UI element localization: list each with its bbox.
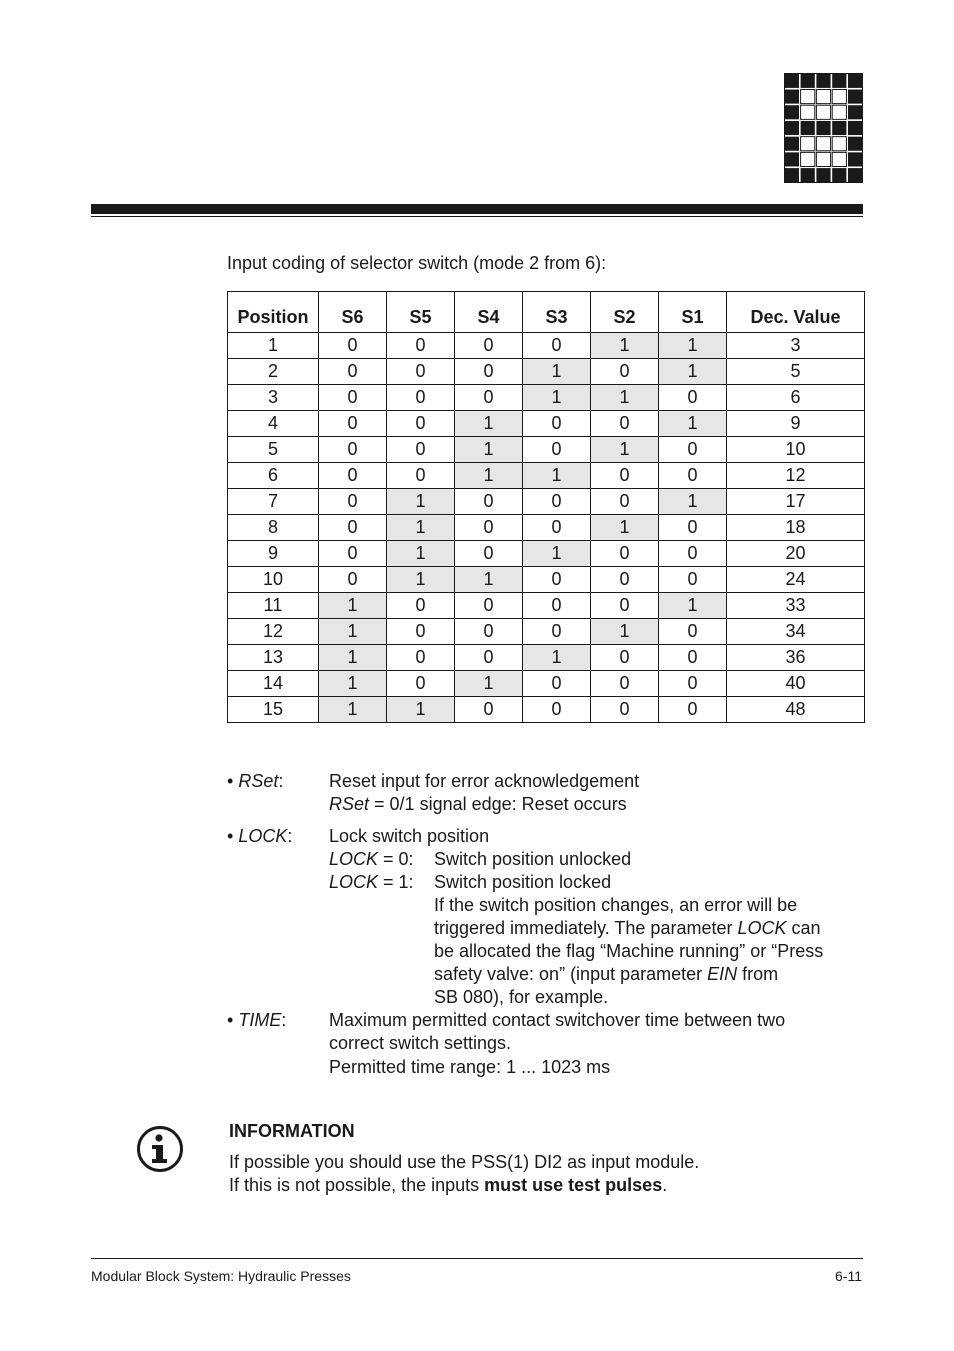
table-cell: 0 [455,489,523,515]
table-cell: 17 [727,489,865,515]
table-cell: 0 [523,333,591,359]
table-cell: 24 [727,567,865,593]
lock-note-line: If the switch position changes, an error will be [434,895,798,915]
table-cell: 6 [228,463,319,489]
table-cell: 0 [387,671,455,697]
table-cell: 0 [319,515,387,541]
table-cell: 1 [387,697,455,723]
table-row [228,645,865,671]
table-cell: 0 [591,489,659,515]
table-cell: 12 [727,463,865,489]
table-cell: 1 [659,411,727,437]
table-cell: 0 [659,697,727,723]
param-lock: • LOCK: Lock switch position [227,826,490,846]
lock-note-line: be allocated the flag “Machine running” or “Press [434,941,824,961]
table-cell: 0 [523,515,591,541]
table-cell: 0 [387,333,455,359]
table-cell: 1 [387,489,455,515]
table-row [228,697,865,723]
company-logo-icon [784,73,863,183]
param-name: TIME [238,1010,282,1030]
table-cell: 5 [228,437,319,463]
param-rset-detail: RSet = 0/1 signal edge: Reset occurs [329,794,627,814]
table-cell: 8 [228,515,319,541]
table-cell: 0 [659,385,727,411]
table-cell: 9 [727,411,865,437]
table-cell: 0 [591,359,659,385]
table-cell: 0 [591,697,659,723]
table-cell: 0 [591,645,659,671]
table-cell: 0 [387,411,455,437]
selector-coding-table [227,291,865,723]
table-cell: 0 [591,567,659,593]
table-cell: 0 [319,411,387,437]
table-cell: 0 [591,541,659,567]
table-cell: 14 [228,671,319,697]
table-cell: 1 [523,645,591,671]
table-cell: 0 [523,411,591,437]
table-cell: 1 [387,515,455,541]
table-cell: 1 [387,567,455,593]
table-cell: 0 [319,541,387,567]
table-cell: 0 [659,671,727,697]
table-header-row [228,292,865,333]
table-cell: 1 [659,359,727,385]
table-intro: Input coding of selector switch (mode 2 from 6): [227,253,607,273]
table-row [228,515,865,541]
table-cell: 0 [455,541,523,567]
table-cell: 1 [455,463,523,489]
table-cell: 1 [523,385,591,411]
table-cell: 34 [727,619,865,645]
lock-option-0: LOCK = 0: Switch position unlocked [329,849,632,869]
bullet: • [227,771,234,791]
table-cell: 18 [727,515,865,541]
table-cell: 0 [659,515,727,541]
footer-rule [91,1258,863,1259]
table-cell: 15 [228,697,319,723]
table-row [228,359,865,385]
table-cell: 0 [387,437,455,463]
table-cell: 0 [319,463,387,489]
table-cell: 0 [387,619,455,645]
table-cell: 4 [228,411,319,437]
table-cell: 2 [228,359,319,385]
table-cell: 1 [659,593,727,619]
param-time-detail: correct switch settings. [329,1033,512,1053]
table-row [228,411,865,437]
table-cell: 0 [659,645,727,671]
param-time-range: Permitted time range: 1 ... 1023 ms [329,1057,611,1077]
table-cell: 1 [319,671,387,697]
table-cell: 10 [727,437,865,463]
table-cell: 0 [319,437,387,463]
table-cell: 0 [455,385,523,411]
table-cell: 1 [455,411,523,437]
table-row [228,593,865,619]
table-cell: 0 [387,359,455,385]
table-cell: 1 [387,541,455,567]
table-cell: 0 [455,593,523,619]
table-cell: 33 [727,593,865,619]
table-cell: 0 [455,333,523,359]
column-header: S1 [659,292,727,333]
table-cell: 0 [659,619,727,645]
column-header: S6 [319,292,387,333]
table-cell: 0 [455,697,523,723]
param-description: Reset input for error acknowledgement [329,771,640,791]
info-title: INFORMATION [229,1121,355,1141]
table-row [228,437,865,463]
table-cell: 0 [319,385,387,411]
table-cell: 20 [727,541,865,567]
table-cell: 1 [319,697,387,723]
table-row [228,541,865,567]
table-cell: 1 [591,385,659,411]
column-header: S4 [455,292,523,333]
info-text-line: If possible you should use the PSS(1) DI2 as input module. [229,1152,700,1172]
table-cell: 0 [319,333,387,359]
table-cell: 0 [387,593,455,619]
param-time: • TIME: Maximum permitted contact switchover time between two [227,1010,786,1030]
table-cell: 0 [319,359,387,385]
table-cell: 1 [591,619,659,645]
param-name: LOCK [238,826,288,846]
table-cell: 13 [228,645,319,671]
table-cell: 1 [455,437,523,463]
table-cell: 1 [523,541,591,567]
param-name: RSet [238,771,279,791]
param-description: Lock switch position [329,826,490,846]
table-cell: 0 [319,489,387,515]
table-cell: 6 [727,385,865,411]
info-icon [136,1125,184,1173]
column-header: S3 [523,292,591,333]
table-row [228,671,865,697]
table-cell: 0 [659,463,727,489]
table-cell: 0 [455,359,523,385]
table-cell: 1 [659,489,727,515]
table-cell: 0 [387,385,455,411]
info-text-line: If this is not possible, the inputs must use test pulses. [229,1175,668,1195]
header-bar [91,204,863,214]
table-cell: 0 [591,671,659,697]
table-cell: 0 [659,567,727,593]
lock-note-line: triggered immediately. The parameter LOCK can [434,918,821,938]
table-cell: 0 [591,411,659,437]
table-cell: 1 [228,333,319,359]
table-row [228,463,865,489]
table-cell: 11 [228,593,319,619]
lock-note-line: SB 080), for example. [434,987,609,1007]
table-cell: 1 [591,437,659,463]
column-header: S5 [387,292,455,333]
table-row [228,619,865,645]
table-cell: 1 [591,515,659,541]
footer-title: Modular Block System: Hydraulic Presses [91,1268,351,1284]
table-cell: 10 [228,567,319,593]
param-description: Maximum permitted contact switchover time between two [329,1010,786,1030]
table-cell: 1 [319,645,387,671]
table-cell: 0 [523,593,591,619]
table-cell: 0 [523,619,591,645]
table-cell: 1 [523,463,591,489]
column-header: S2 [591,292,659,333]
table-cell: 1 [319,619,387,645]
table-cell: 1 [319,593,387,619]
table-cell: 0 [523,671,591,697]
table-cell: 0 [455,515,523,541]
table-row [228,333,865,359]
header-rule [91,216,863,217]
table-row [228,385,865,411]
column-header: Position [228,292,319,333]
table-cell: 0 [455,645,523,671]
table-cell: 12 [228,619,319,645]
lock-option-1: LOCK = 1: Switch position locked [329,872,612,892]
lock-note-line: safety valve: on” (input parameter EIN from [434,964,779,984]
table-cell: 0 [319,567,387,593]
table-cell: 0 [523,437,591,463]
table-cell: 5 [727,359,865,385]
table-cell: 1 [591,333,659,359]
table-cell: 1 [455,567,523,593]
table-cell: 0 [523,489,591,515]
table-cell: 36 [727,645,865,671]
table-cell: 0 [591,593,659,619]
table-cell: 9 [228,541,319,567]
table-cell: 0 [523,567,591,593]
table-cell: 0 [387,645,455,671]
param-rset: • RSet: Reset input for error acknowledgement [227,771,640,791]
table-cell: 7 [228,489,319,515]
table-cell: 0 [659,437,727,463]
table-cell: 1 [659,333,727,359]
table-cell: 1 [523,359,591,385]
column-header: Dec. Value [727,292,865,333]
table-cell: 40 [727,671,865,697]
table-cell: 0 [523,697,591,723]
table-cell: 3 [727,333,865,359]
table-cell: 0 [591,463,659,489]
table-cell: 0 [659,541,727,567]
table-row [228,567,865,593]
table-cell: 1 [455,671,523,697]
page-number: 6-11 [835,1268,862,1284]
table-cell: 0 [387,463,455,489]
table-cell: 3 [228,385,319,411]
table-row [228,489,865,515]
table-cell: 48 [727,697,865,723]
table-cell: 0 [455,619,523,645]
